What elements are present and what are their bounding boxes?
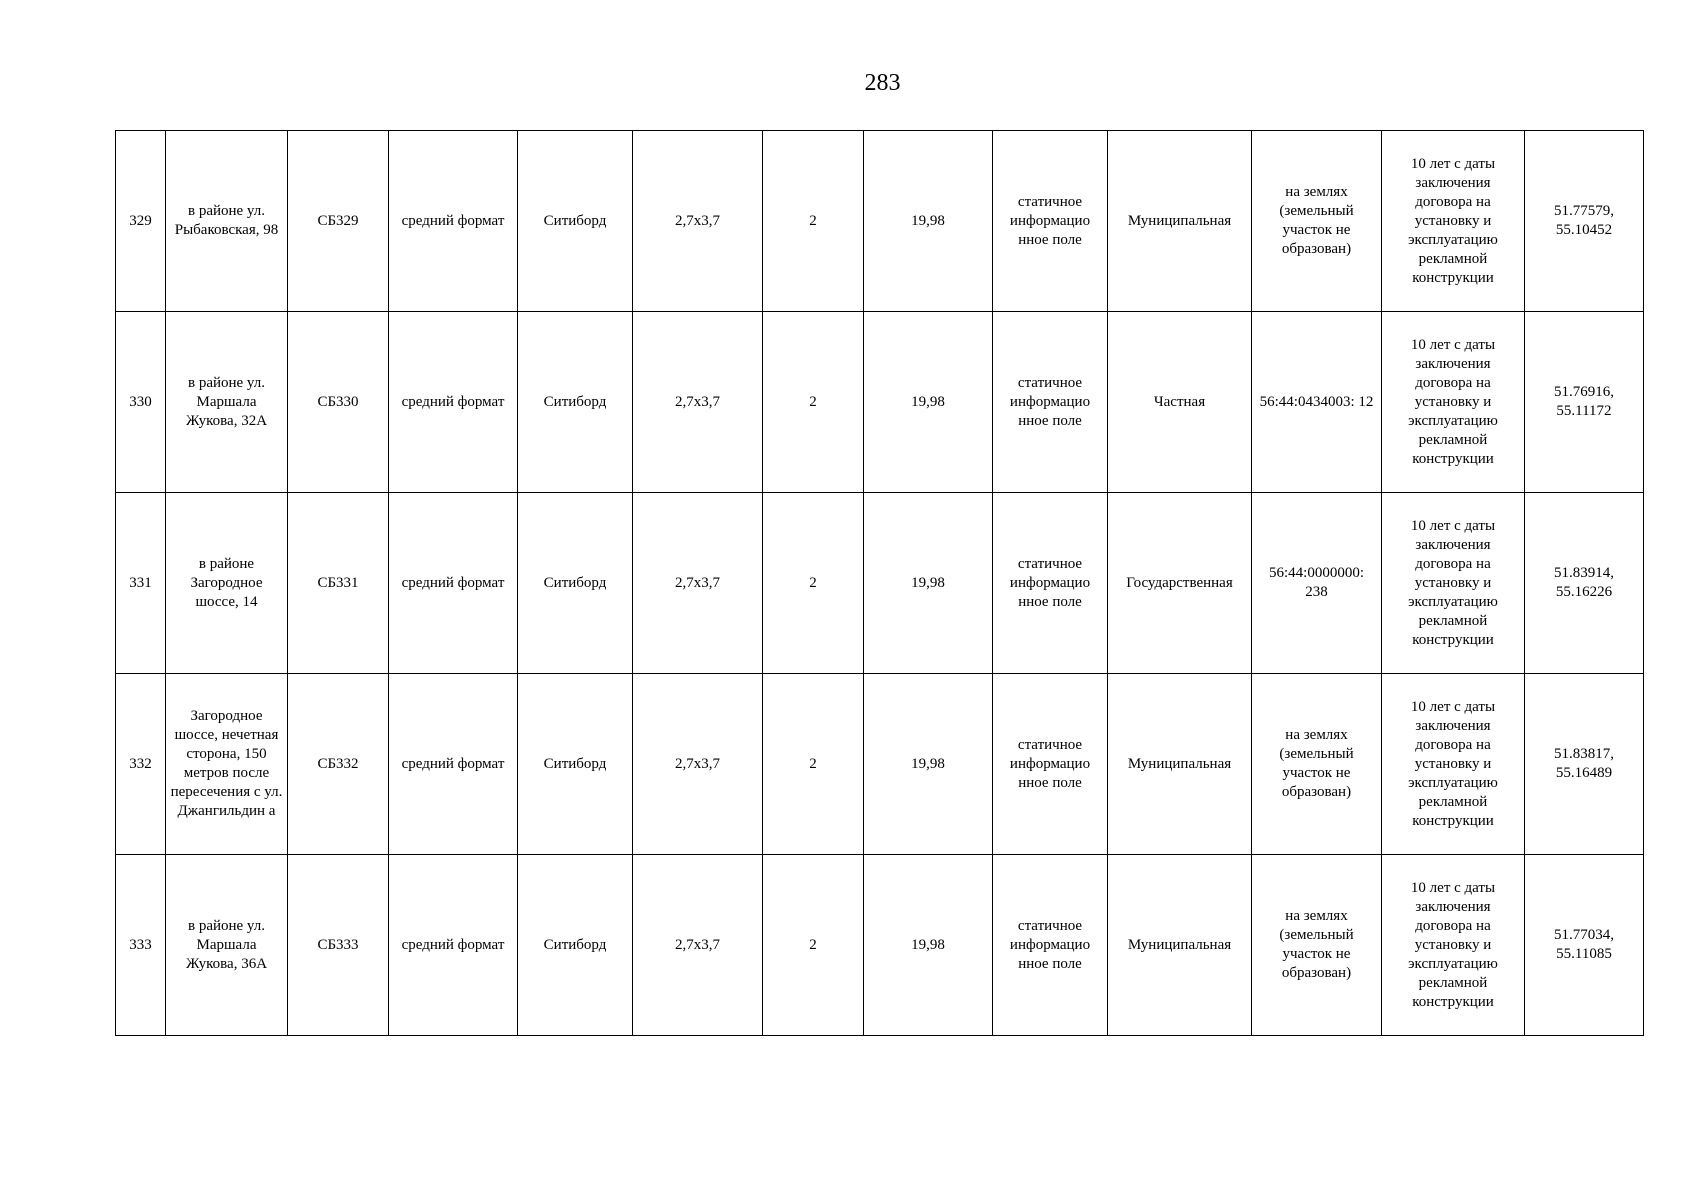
table-row: [116, 674, 1644, 855]
cell-area: 19,98: [864, 131, 993, 312]
cell-format: средний формат: [389, 855, 518, 1036]
cell-number: 330: [116, 312, 166, 493]
cell-ownership: Государственная: [1108, 493, 1252, 674]
cell-code: СБ330: [288, 312, 389, 493]
cell-field: статичное информацио нное поле: [993, 312, 1108, 493]
cell-term: 10 лет с даты заключения договора на установку и эксплуатацию рекламной конструкции: [1382, 674, 1525, 855]
cell-area: 19,98: [864, 312, 993, 493]
cell-size: 2,7х3,7: [633, 674, 763, 855]
cell-address: Загородное шоссе, нечетная сторона, 150 метров после пересечения с ул. Джангильдин а: [166, 674, 288, 855]
cell-coordinates: 51.77579, 55.10452: [1525, 131, 1644, 312]
table-row: [116, 131, 1644, 312]
cell-code: СБ332: [288, 674, 389, 855]
cell-land: 56:44:0000000: 238: [1252, 493, 1382, 674]
cell-type: Ситиборд: [518, 131, 633, 312]
cell-address: в районе ул. Маршала Жукова, 32А: [166, 312, 288, 493]
cell-ownership: Муниципальная: [1108, 855, 1252, 1036]
cell-coordinates: 51.83817, 55.16489: [1525, 674, 1644, 855]
cell-field: статичное информацио нное поле: [993, 674, 1108, 855]
cell-land: на землях (земельный участок не образован): [1252, 855, 1382, 1036]
table-row: [116, 493, 1644, 674]
cell-land: 56:44:0434003: 12: [1252, 312, 1382, 493]
cell-format: средний формат: [389, 493, 518, 674]
cell-address: в районе ул. Рыбаковская, 98: [166, 131, 288, 312]
cell-area: 19,98: [864, 493, 993, 674]
cell-land: на землях (земельный участок не образован): [1252, 131, 1382, 312]
cell-term: 10 лет с даты заключения договора на установку и эксплуатацию рекламной конструкции: [1382, 131, 1525, 312]
cell-coordinates: 51.76916, 55.11172: [1525, 312, 1644, 493]
cell-number: 332: [116, 674, 166, 855]
cell-code: СБ329: [288, 131, 389, 312]
cell-field: статичное информацио нное поле: [993, 855, 1108, 1036]
cell-sides: 2: [763, 855, 864, 1036]
cell-type: Ситиборд: [518, 674, 633, 855]
cell-format: средний формат: [389, 674, 518, 855]
cell-address: в районе Загородное шоссе, 14: [166, 493, 288, 674]
cell-size: 2,7х3,7: [633, 493, 763, 674]
cell-ownership: Муниципальная: [1108, 674, 1252, 855]
cell-ownership: Частная: [1108, 312, 1252, 493]
cell-code: СБ333: [288, 855, 389, 1036]
registry-table: [115, 130, 1644, 1036]
cell-type: Ситиборд: [518, 312, 633, 493]
cell-term: 10 лет с даты заключения договора на установку и эксплуатацию рекламной конструкции: [1382, 493, 1525, 674]
cell-sides: 2: [763, 131, 864, 312]
cell-size: 2,7х3,7: [633, 855, 763, 1036]
cell-sides: 2: [763, 312, 864, 493]
cell-format: средний формат: [389, 312, 518, 493]
cell-coordinates: 51.83914, 55.16226: [1525, 493, 1644, 674]
cell-sides: 2: [763, 674, 864, 855]
cell-ownership: Муниципальная: [1108, 131, 1252, 312]
cell-format: средний формат: [389, 131, 518, 312]
cell-number: 333: [116, 855, 166, 1036]
cell-term: 10 лет с даты заключения договора на установку и эксплуатацию рекламной конструкции: [1382, 855, 1525, 1036]
cell-coordinates: 51.77034, 55.11085: [1525, 855, 1644, 1036]
cell-area: 19,98: [864, 674, 993, 855]
cell-address: в районе ул. Маршала Жукова, 36А: [166, 855, 288, 1036]
cell-size: 2,7х3,7: [633, 131, 763, 312]
cell-type: Ситиборд: [518, 855, 633, 1036]
cell-type: Ситиборд: [518, 493, 633, 674]
cell-code: СБ331: [288, 493, 389, 674]
table-row: [116, 855, 1644, 1036]
cell-sides: 2: [763, 493, 864, 674]
cell-field: статичное информацио нное поле: [993, 493, 1108, 674]
cell-term: 10 лет с даты заключения договора на установку и эксплуатацию рекламной конструкции: [1382, 312, 1525, 493]
table-row: [116, 312, 1644, 493]
cell-number: 331: [116, 493, 166, 674]
cell-field: статичное информацио нное поле: [993, 131, 1108, 312]
cell-size: 2,7х3,7: [633, 312, 763, 493]
cell-number: 329: [116, 131, 166, 312]
page-number: 283: [864, 70, 901, 96]
cell-land: на землях (земельный участок не образован): [1252, 674, 1382, 855]
cell-area: 19,98: [864, 855, 993, 1036]
